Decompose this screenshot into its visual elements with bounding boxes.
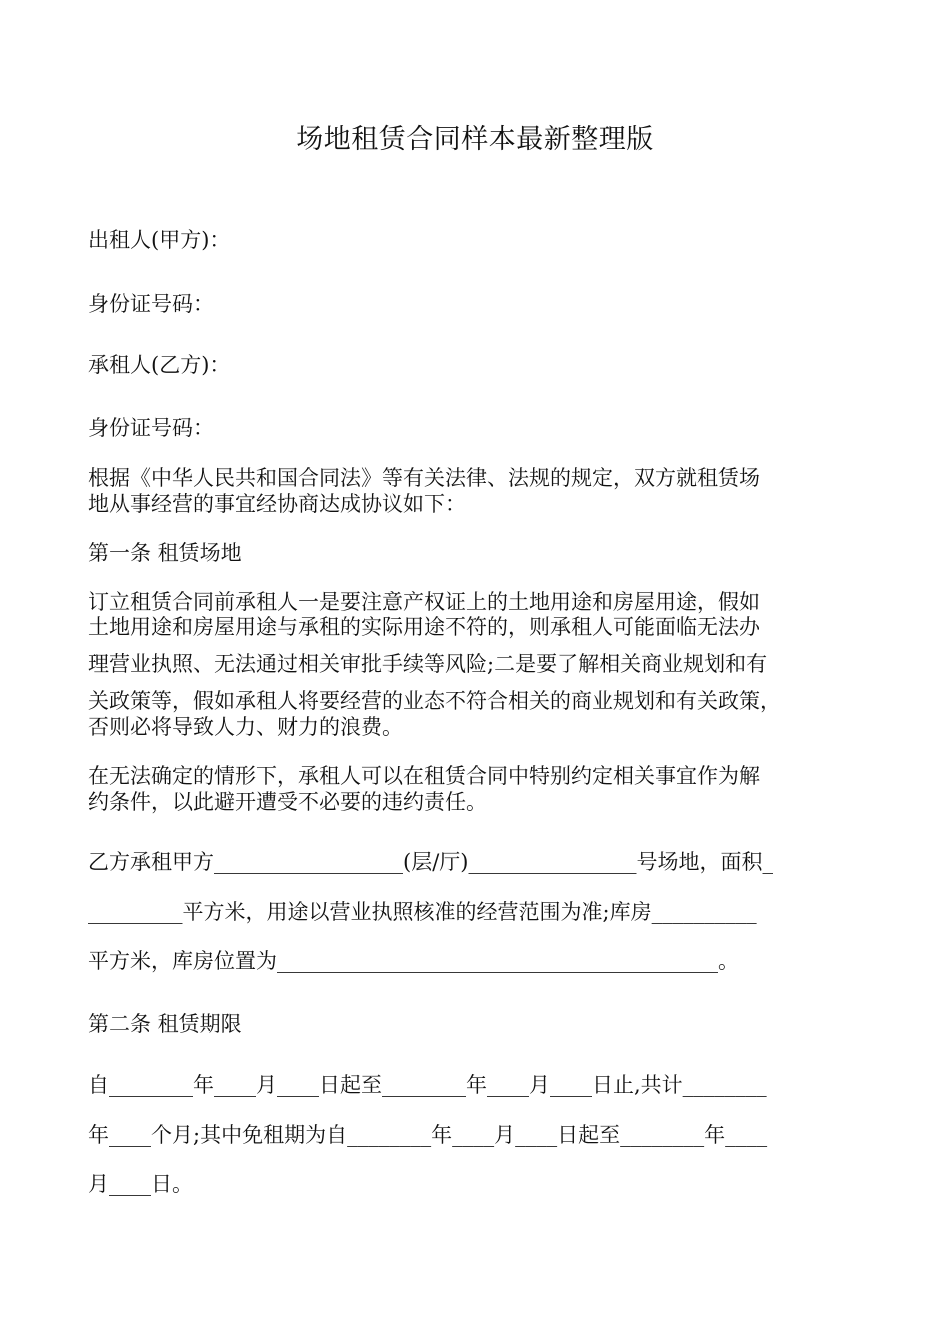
- article1-para1-line4: 关政策等，假如承租人将要经营的业态不符合相关的商业规划和有关政策，: [88, 689, 781, 713]
- article2-heading: 第二条 租赁期限: [88, 1012, 242, 1036]
- intro-line-1: 根据《中华人民共和国合同法》等有关法律、法规的规定，双方就租赁场: [88, 466, 760, 490]
- lessee-line: 承租人(乙方)：: [88, 353, 231, 377]
- article2-line1: 自________年____月____日起至________年____月____日止,共计________: [88, 1073, 767, 1097]
- article1-para1-line1: 订立租赁合同前承租人一是要注意产权证上的土地用途和房屋用途，假如: [88, 590, 760, 614]
- article1-fill-line3: 平方米，库房位置为__________________________________________。: [88, 949, 739, 973]
- article2-line2: 年____个月;其中免租期为自________年____月____日起至________年____: [88, 1123, 768, 1147]
- intro-line-2: 地从事经营的事宜经协商达成协议如下：: [88, 492, 466, 516]
- article1-para1-line5: 否则必将导致人力、财力的浪费。: [88, 715, 403, 739]
- lessor-line: 出租人(甲方)：: [88, 228, 231, 252]
- article1-fill-line1: 乙方承租甲方__________________(层/厅)________________号场地，面积_: [88, 850, 773, 874]
- article1-para2-line2: 约条件，以此避开遭受不必要的违约责任。: [88, 790, 487, 814]
- article1-para1-line3: 理营业执照、无法通过相关审批手续等风险;二是要了解相关商业规划和有: [88, 652, 768, 676]
- article1-heading: 第一条 租赁场地: [88, 541, 242, 565]
- article1-para1-line2: 土地用途和房屋用途与承租的实际用途不符的，则承租人可能面临无法办: [88, 615, 760, 639]
- article2-line3: 月____日。: [88, 1172, 193, 1196]
- document-title: 场地租赁合同样本最新整理版: [296, 124, 654, 155]
- lessor-id-line: 身份证号码：: [88, 292, 214, 316]
- article1-fill-line2: _________平方米，用途以营业执照核准的经营范围为准;库房__________: [88, 900, 757, 924]
- lessee-id-line: 身份证号码：: [88, 416, 214, 440]
- article1-para2-line1: 在无法确定的情形下，承租人可以在租赁合同中特别约定相关事宜作为解: [88, 764, 760, 788]
